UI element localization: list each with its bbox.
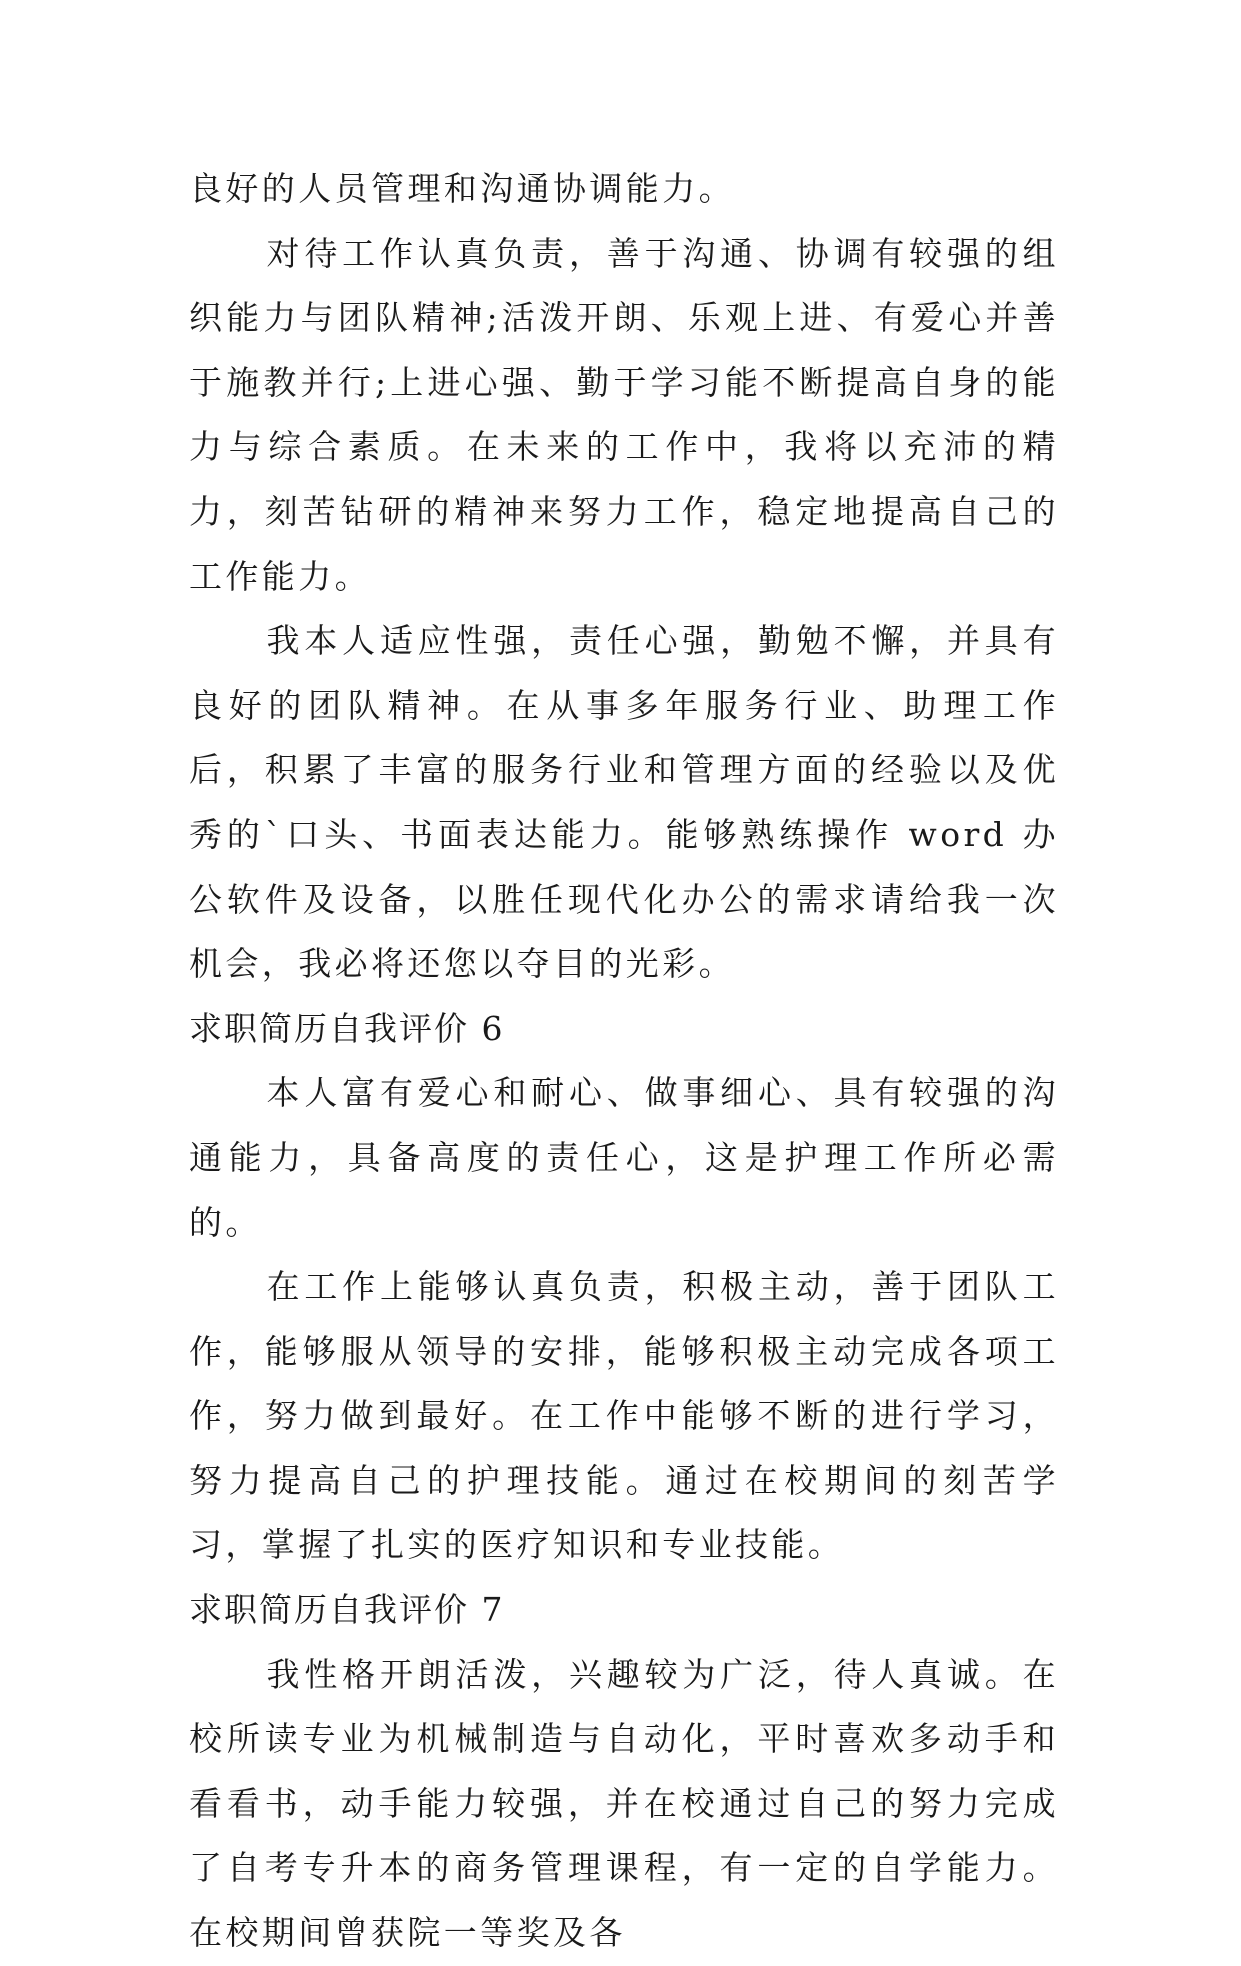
paragraph: 在工作上能够认真负责，积极主动，善于团队工作，能够服从领导的安排，能够积极主动完成各项工作，努力做到最好。在工作中能够不断的进行学习，努力提高自己的护理技能。通过在校期间的刻苦学习，掌握了扎实的医疗知识和专业技能。 (189, 1267, 1059, 1565)
paragraph: 对待工作认真负责，善于沟通、协调有较强的组织能力与团队精神;活泼开朗、乐观上进、有爱心并善于施教并行;上进心强、勤于学习能不断提高自身的能力与综合素质。在未来的工作中，我将以充沛的精力，刻苦钻研的精神来努力工作，稳定地提高自己的工作能力。 (189, 233, 1059, 596)
section-heading: 求职简历自我评价 7 (189, 1590, 505, 1630)
paragraph: 良好的人员管理和沟通协调能力。 (189, 169, 735, 208)
paragraph: 本人富有爱心和耐心、做事细心、具有较强的沟通能力，具备高度的责任心，这是护理工作所必需的。 (189, 1073, 1059, 1242)
paragraph: 我本人适应性强，责任心强，勤勉不懈，并具有良好的团队精神。在从事多年服务行业、助理工作后，积累了丰富的服务行业和管理方面的经验以及优秀的`口头、书面表达能力。能够熟练操作 word 办公软件及设备，以胜任现代化办公的需求请给我一次机会，我必将还您以夺目的光彩。 (189, 621, 1059, 984)
section-heading: 求职简历自我评价 6 (189, 1008, 505, 1048)
paragraph: 我性格开朗活泼，兴趣较为广泛，待人真诚。在校所读专业为机械制造与自动化，平时喜欢多动手和看看书，动手能力较强，并在校通过自己的努力完成了自考专升本的商务管理课程，有一定的自学能力。在校期间曾获院一等奖及各 (189, 1654, 1059, 1953)
document-body (189, 157, 1059, 1966)
